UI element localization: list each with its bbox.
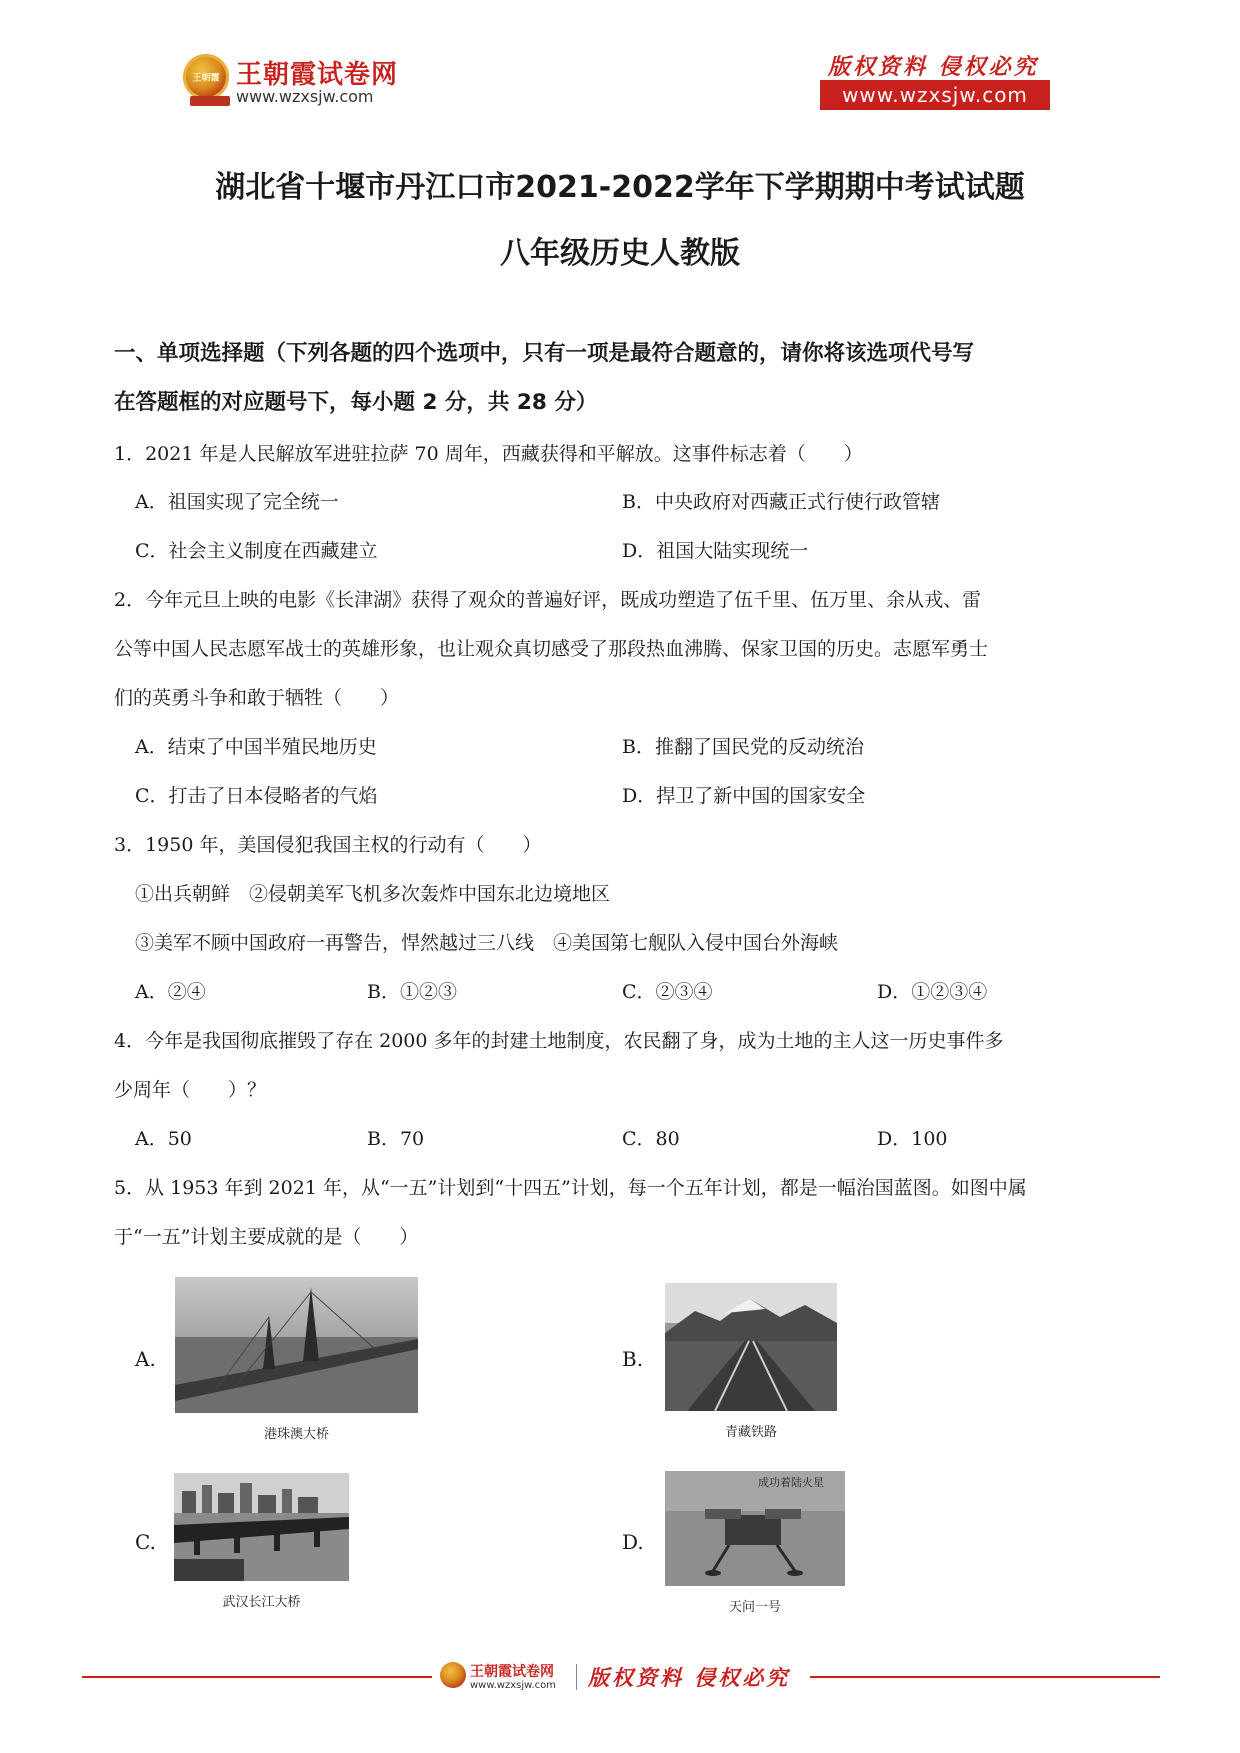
question-2-stem-end: 们的英勇斗争和敢于牺牲（ ） bbox=[114, 687, 400, 709]
q2-option-b: B．推翻了国民党的反动统治 bbox=[622, 736, 864, 758]
rover-overlay-text: 成功着陆火星 bbox=[758, 1476, 824, 1489]
question-4-stem-cont: 少周年（ ）？ bbox=[114, 1079, 267, 1101]
footer-logo-icon bbox=[440, 1662, 466, 1688]
q3-option-a: A．②④ bbox=[135, 981, 206, 1003]
question-5-stem-cont: 于“一五”计划主要成就的是（ ） bbox=[114, 1226, 419, 1248]
q5-option-c-label: C. bbox=[135, 1530, 156, 1554]
q1-option-a: A．祖国实现了完全统一 bbox=[135, 491, 339, 513]
caption-a: 港珠澳大桥 bbox=[263, 1427, 329, 1442]
logo-badge-icon: 王朝霞 bbox=[183, 54, 229, 100]
railway-photo-b bbox=[665, 1283, 837, 1411]
section-heading: 一、单项选择题（下列各题的四个选项中，只有一项是最符合题意的，请你将该选项代号写 bbox=[114, 341, 975, 366]
brand-url: www.wzxsjw.com bbox=[236, 87, 374, 106]
wuhan-yangtze-bridge-image bbox=[174, 1473, 349, 1581]
q2-option-c: C．打击了日本侵略者的气焰 bbox=[135, 785, 378, 807]
url-banner: www.wzxsjw.com bbox=[820, 80, 1050, 110]
q4-option-c: C．80 bbox=[622, 1128, 680, 1150]
q5-option-b-label: B. bbox=[622, 1347, 644, 1371]
footer-divider-left bbox=[82, 1676, 432, 1678]
hzmb-bridge-image bbox=[175, 1277, 418, 1413]
footer-brand: 王朝霞试卷网 bbox=[470, 1664, 554, 1680]
logo-ribbon bbox=[190, 96, 230, 106]
q4-option-a: A．50 bbox=[135, 1128, 192, 1150]
footer-copyright: 版权资料 侵权必究 bbox=[588, 1665, 791, 1690]
qinghai-tibet-railway-image bbox=[665, 1283, 837, 1411]
q1-option-b: B．中央政府对西藏正式行使行政管辖 bbox=[622, 491, 940, 513]
q3-option-b: B．①②③ bbox=[367, 981, 457, 1003]
question-2-stem: 2．今年元旦上映的电影《长津湖》获得了观众的普遍好评，既成功塑造了伍千里、伍万里、余从戎、雷 bbox=[114, 589, 982, 611]
question-1-stem: 1．2021 年是人民解放军进驻拉萨 70 周年，西藏获得和平解放。这事件标志着（ ） bbox=[114, 443, 863, 465]
page-title: 湖北省十堰市丹江口市2021-2022学年下学期期中考试试题 bbox=[215, 170, 1025, 205]
brand-name: 王朝霞试卷网 bbox=[236, 60, 399, 90]
question-3-stem: 3．1950 年，美国侵犯我国主权的行动有（ ） bbox=[114, 834, 542, 856]
q2-option-d: D．捍卫了新中国的国家安全 bbox=[622, 785, 866, 807]
caption-b: 青藏铁路 bbox=[724, 1425, 777, 1440]
bridge-photo-c bbox=[174, 1473, 349, 1581]
footer-url: www.wzxsjw.com bbox=[470, 1680, 556, 1691]
q1-option-d: D．祖国大陆实现统一 bbox=[622, 540, 809, 562]
question-5-stem: 5．从 1953 年到 2021 年，从“一五”计划到“十四五”计划，每一个五年计划，都是一幅治国蓝图。如图中属 bbox=[114, 1177, 1027, 1199]
q3-option-c: C．②③④ bbox=[622, 981, 713, 1003]
q4-option-d: D．100 bbox=[877, 1128, 948, 1150]
question-4-stem: 4．今年是我国彻底摧毁了存在 2000 多年的封建土地制度，农民翻了身，成为土地的主人这一历史事件多 bbox=[114, 1030, 1004, 1052]
caption-d: 天问一号 bbox=[728, 1600, 781, 1615]
bridge-photo-a bbox=[175, 1277, 418, 1413]
question-2-stem-cont: 公等中国人民志愿军战士的英雄形象，也让观众真切感受了那段热血沸腾、保家卫国的历史。志愿军勇士 bbox=[114, 638, 989, 660]
footer-separator bbox=[576, 1664, 577, 1690]
q2-option-a: A．结束了中国半殖民地历史 bbox=[135, 736, 377, 758]
q3-item-line-2: ③美军不顾中国政府一再警告，悍然越过三八线 ④美国第七舰队入侵中国台外海峡 bbox=[135, 932, 839, 954]
footer-divider-right bbox=[810, 1676, 1160, 1678]
q3-option-d: D．①②③④ bbox=[877, 981, 988, 1003]
section-heading-cont: 在答题框的对应题号下，每小题 2 分，共 28 分） bbox=[114, 390, 598, 415]
q4-option-b: B．70 bbox=[367, 1128, 425, 1150]
q3-item-line-1: ①出兵朝鲜 ②侵朝美军飞机多次轰炸中国东北边境地区 bbox=[135, 883, 611, 905]
q5-option-d-label: D. bbox=[622, 1530, 644, 1554]
copyright-notice: 版权资料 侵权必究 bbox=[828, 54, 1039, 80]
q1-option-c: C．社会主义制度在西藏建立 bbox=[135, 540, 378, 562]
q5-option-a-label: A. bbox=[135, 1347, 156, 1371]
page-subtitle: 八年级历史人教版 bbox=[500, 236, 740, 271]
caption-c: 武汉长江大桥 bbox=[222, 1595, 301, 1610]
